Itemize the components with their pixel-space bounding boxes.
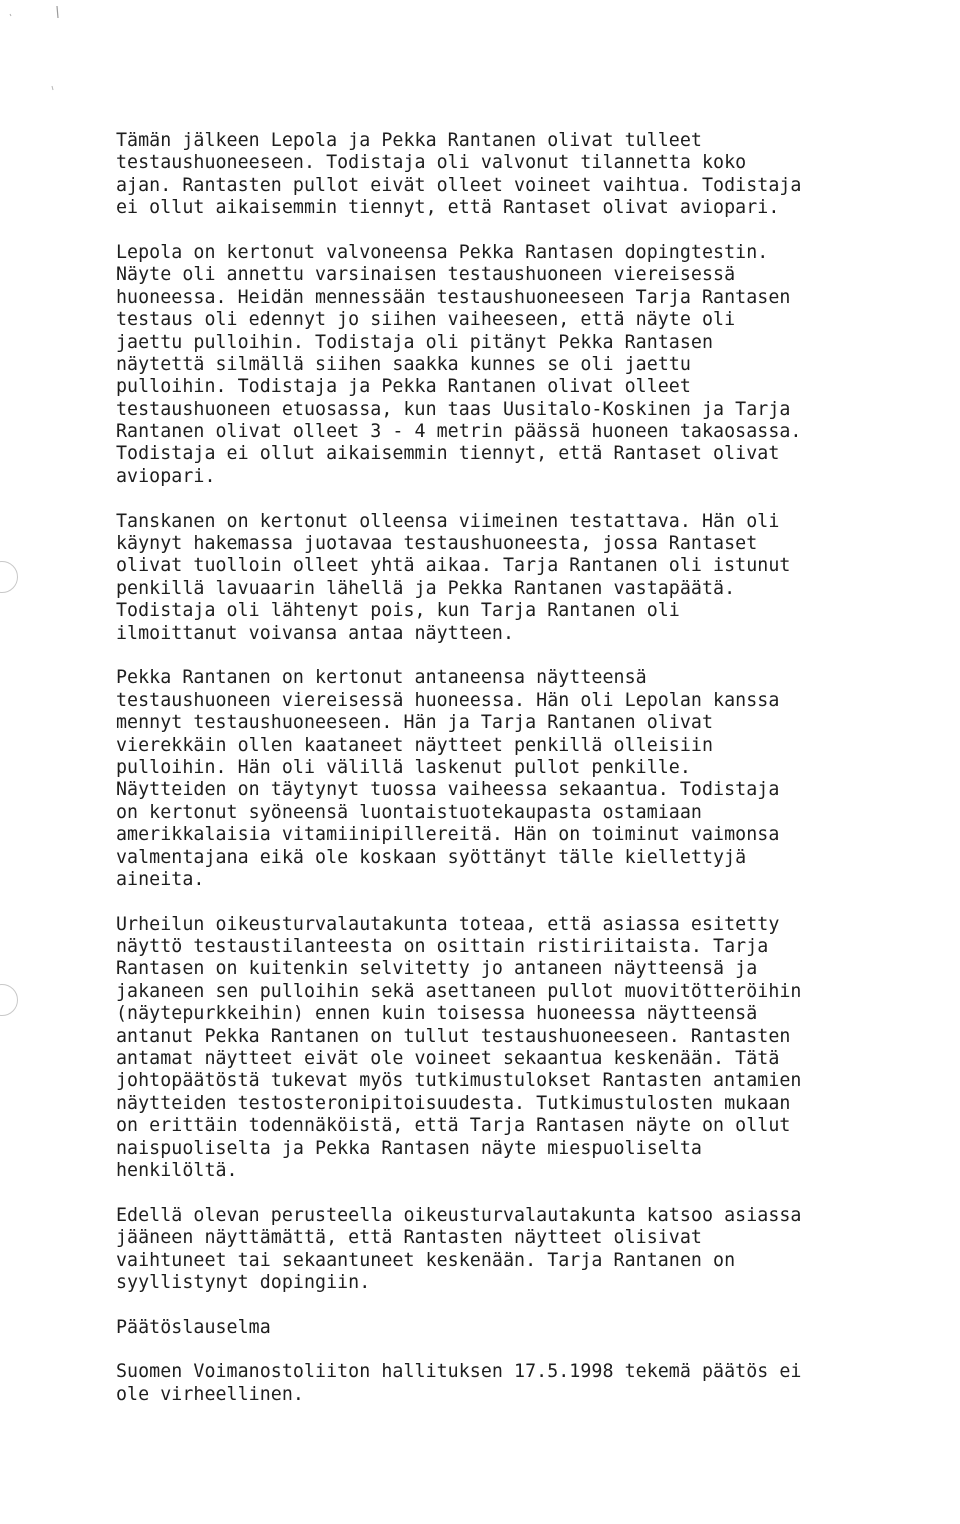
text-line: penkillä lavuaarin lähellä ja Pekka Rantanen vastapäätä. [116, 577, 736, 599]
text-line: mennyt testaushuoneeseen. Hän ja Tarja Rantanen olivat [116, 712, 714, 734]
text-line: huoneessa. Heidän mennessään testaushuoneeseen Tarja Rantasen [116, 286, 791, 308]
text-line: aviopari. [116, 465, 216, 487]
paragraph-lepola-testimony [116, 242, 916, 488]
text-line: henkilöltä. [116, 1159, 238, 1181]
paragraph-board-assessment [116, 914, 916, 1183]
text-line: jaettu pulloihin. Todistaja oli pitänyt Pekka Rantasen [116, 331, 714, 353]
text-line: amerikkalaisia vitamiinipillereitä. Hän on toiminut vaimonsa [116, 824, 780, 846]
text-line: ole virheellinen. [116, 1383, 304, 1405]
text-line: Näytteiden on täytynyt tuossa vaiheessa sekaantua. Todistaja [116, 779, 780, 801]
text-line: Suomen Voimanostoliiton hallituksen 17.5.1998 tekemä päätös ei [116, 1361, 802, 1383]
scan-speck [57, 6, 58, 18]
text-line: Urheilun oikeusturvalautakunta toteaa, että asiassa esitetty [116, 913, 780, 935]
text-line: antamat näytteet eivät ole voineet sekaantua keskenään. Tätä [116, 1048, 780, 1070]
punch-hole [0, 984, 18, 1016]
paragraph-tanskanen-testimony [116, 511, 916, 645]
text-line: testaus oli edennyt jo siihen vaiheeseen, että näyte oli [116, 309, 736, 331]
text-line: Edellä olevan perusteella oikeusturvalautakunta katsoo asiassa [116, 1204, 802, 1226]
document-body [116, 130, 916, 1429]
text-line: Pekka Rantanen on kertonut antaneensa näytteensä [116, 667, 647, 689]
text-line: aineita. [116, 868, 205, 890]
text-line: Lepola on kertonut valvoneensa Pekka Rantasen dopingtestin. [116, 241, 769, 263]
text-line: ajan. Rantasten pullot eivät olleet voineet vaihtua. Todistaja [116, 174, 802, 196]
text-line: naispuoliselta ja Pekka Rantasen näyte miespuoliselta [116, 1137, 702, 1159]
scan-specks [0, 0, 960, 120]
text-line: valmentajana eikä ole koskaan syöttänyt tälle kiellettyjä [116, 846, 747, 868]
text-line: jakaneen sen pulloihin sekä asettaneen pullot muovitötteröihin [116, 980, 802, 1002]
text-line: jääneen näyttämättä, että Rantasten näytteet olisivat [116, 1227, 702, 1249]
paragraph-decision [116, 1361, 916, 1406]
text-line: testaushuoneen etuosassa, kun taas Uusitalo-Koskinen ja Tarja [116, 398, 791, 420]
text-line: johtopäätöstä tukevat myös tutkimustulokset Rantasten antamien [116, 1070, 802, 1092]
text-line: Rantasen on kuitenkin selvitetty jo antaneen näytteensä ja [116, 958, 758, 980]
text-line: pulloihin. Hän oli välillä laskenut pullot penkille. [116, 756, 691, 778]
text-line: käynyt hakemassa juotavaa testaushuoneesta, jossa Rantaset [116, 533, 758, 555]
text-line: näytteiden testosteronipitoisuudesta. Tutkimustulosten mukaan [116, 1092, 791, 1114]
text-line: pulloihin. Todistaja ja Pekka Rantanen olivat olleet [116, 376, 691, 398]
paragraph-conclusion [116, 1205, 916, 1295]
scan-speck [10, 14, 11, 16]
text-line: Tanskanen on kertonut olleensa viimeinen testattava. Hän oli [116, 510, 780, 532]
text-line: vierekkäin ollen kaataneet näytteet penkillä olleisiin [116, 734, 714, 756]
text-line: on kertonut syöneensä luontaistuotekaupasta ostamiaan [116, 801, 702, 823]
punch-hole [0, 561, 18, 593]
text-line: Todistaja oli lähtenyt pois, kun Tarja Rantanen oli [116, 600, 680, 622]
text-line: Rantanen olivat olleet 3 - 4 metrin päässä huoneen takaosassa. [116, 421, 802, 443]
scan-speck [52, 86, 53, 90]
text-line: on erittäin todennäköistä, että Tarja Rantasen näyte on ollut [116, 1115, 791, 1137]
text-line: (näytepurkkeihin) ennen kuin toisessa huoneessa näytteensä [116, 1003, 758, 1025]
text-line: syyllistynyt dopingiin. [116, 1271, 371, 1293]
text-line: Todistaja ei ollut aikaisemmin tiennyt, että Rantaset olivat [116, 443, 780, 465]
text-line: testaushuoneeseen. Todistaja oli valvonut tilannetta koko [116, 152, 747, 174]
text-line: Tämän jälkeen Lepola ja Pekka Rantanen olivat tulleet [116, 130, 702, 151]
heading-text: Päätöslauselma [116, 1316, 271, 1338]
text-line: vaihtuneet tai sekaantuneet keskenään. Tarja Rantanen on [116, 1249, 736, 1271]
text-line: näytettä silmällä siihen saakka kunnes se oli jaettu [116, 353, 691, 375]
text-line: antanut Pekka Rantanen on tullut testaushuoneeseen. Rantasten [116, 1025, 791, 1047]
text-line: ilmoittanut voivansa antaa näytteen. [116, 622, 515, 644]
paragraph-testimony-intro [116, 130, 916, 220]
paragraph-pekka-testimony [116, 667, 916, 891]
text-line: ei ollut aikaisemmin tiennyt, että Rantaset olivat aviopari. [116, 197, 780, 219]
section-heading-decision [116, 1317, 916, 1339]
text-line: Näyte oli annettu varsinaisen testaushuoneen viereisessä [116, 264, 736, 286]
text-line: näyttö testaustilanteesta on osittain ristiriitaista. Tarja [116, 936, 769, 958]
text-line: olivat tuolloin olleet yhtä aikaa. Tarja Rantanen oli istunut [116, 555, 791, 577]
text-line: testaushuoneen viereisessä huoneessa. Hän oli Lepolan kanssa [116, 689, 780, 711]
